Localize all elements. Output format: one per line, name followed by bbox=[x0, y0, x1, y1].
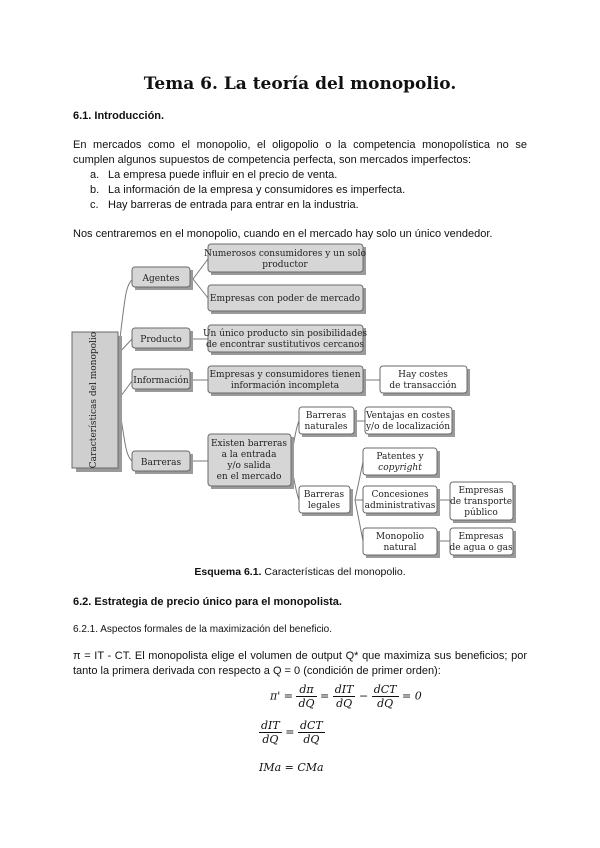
connector-agentes-2 bbox=[193, 279, 208, 298]
numerator: dIT bbox=[261, 719, 280, 732]
caption-text: Características del monopolio. bbox=[261, 566, 406, 578]
list-text: Hay barreras de entrada para entrar en la industria. bbox=[108, 199, 359, 211]
section-heading-estrategia: 6.2. Estrategia de precio único para el monopolista. bbox=[73, 596, 342, 608]
root-label: Características del monopolio bbox=[89, 331, 99, 469]
category-barreras-label: Barreras bbox=[140, 458, 182, 468]
transporte-line: de transporte bbox=[449, 497, 513, 507]
agentes-detail-1-line1: Numerosos consumidores y un solo bbox=[204, 249, 366, 259]
fraction-dpi-dq bbox=[296, 683, 316, 710]
numerator: dIT bbox=[334, 683, 354, 696]
denominator: dQ bbox=[303, 733, 320, 746]
minus-sign: − bbox=[358, 689, 369, 703]
costes-transaccion-line2: de transacción bbox=[389, 381, 457, 391]
list-marker: b. bbox=[90, 184, 100, 196]
category-informacion-label: Información bbox=[133, 376, 189, 386]
intro-paragraph: En mercados como el monopolio, el oligopolio o la competencia monopolística no se cumplen algunos supuestos de competencia perfecta, son mercados imperfectos: bbox=[73, 139, 527, 166]
informacion-detail-line2: información incompleta bbox=[230, 381, 340, 391]
equals-zero: = 0 bbox=[402, 689, 422, 703]
equation-marginal bbox=[259, 719, 325, 746]
caption-label: Esquema 6.1. bbox=[194, 566, 262, 578]
producto-detail-line1: Un único producto sin posibilidades bbox=[202, 329, 368, 339]
producto-detail-line2: de encontrar sustitutivos cercanos bbox=[205, 340, 365, 350]
focus-paragraph: Nos centraremos en el monopolio, cuando en el mercado hay solo un único vendedor. bbox=[73, 228, 493, 240]
fraction-dct-dq bbox=[372, 683, 399, 710]
barreras-legales-line2: legales bbox=[307, 501, 341, 511]
connector-patentes bbox=[355, 462, 363, 500]
equals-sign: = bbox=[320, 689, 330, 703]
diagram-caption bbox=[0, 566, 600, 578]
numerator: dπ bbox=[296, 683, 316, 697]
barreras-main-line: y/o salida bbox=[227, 461, 271, 471]
list-text: La empresa puede influir en el precio de venta. bbox=[108, 169, 338, 181]
barreras-main-line: Existen barreras bbox=[210, 439, 288, 449]
equation-ima-cma: IMa = CMa bbox=[259, 761, 324, 774]
category-agentes-label: Agentes bbox=[142, 274, 180, 284]
denominator: dQ bbox=[298, 697, 315, 710]
monopolio-natural-line1: Monopolio bbox=[375, 532, 425, 542]
agentes-detail-2-label: Empresas con poder de mercado bbox=[209, 294, 361, 304]
fraction-dct-dq bbox=[298, 719, 325, 746]
section-heading-introduccion: 6.1. Introducción. bbox=[73, 110, 165, 122]
numerator: dCT bbox=[373, 683, 397, 696]
denominator: dQ bbox=[377, 697, 394, 710]
informacion-detail-line1: Empresas y consumidores tienen bbox=[209, 370, 361, 380]
list-marker: a. bbox=[90, 169, 100, 181]
patentes-line2: copyright bbox=[378, 463, 422, 473]
concesiones-line1: Concesiones bbox=[371, 490, 429, 500]
ventajas-costes-line1: Ventajas en costes bbox=[365, 411, 451, 421]
transporte-line: Empresas bbox=[458, 486, 504, 496]
barreras-naturales-line2: naturales bbox=[304, 422, 348, 432]
document-title: Tema 6. La teoría del monopolio. bbox=[143, 74, 457, 94]
connector-monopolio bbox=[355, 500, 363, 541]
category-producto-label: Producto bbox=[140, 335, 182, 345]
list-text: La información de la empresa y consumidores es imperfecta. bbox=[108, 184, 406, 196]
denominator: dQ bbox=[262, 733, 279, 746]
equation-first-order bbox=[270, 683, 422, 710]
barreras-naturales-line1: Barreras bbox=[305, 411, 347, 421]
connector-agentes-1 bbox=[193, 259, 208, 279]
fraction-dit-dq bbox=[259, 719, 282, 746]
equals-sign: = bbox=[285, 725, 295, 739]
barreras-legales-line1: Barreras bbox=[303, 490, 345, 500]
patentes-line1: Patentes y bbox=[376, 452, 424, 462]
barreras-main-line: en el mercado bbox=[216, 472, 282, 482]
costes-transaccion-line1: Hay costes bbox=[398, 370, 448, 380]
agentes-detail-1-line2: productor bbox=[262, 260, 308, 270]
concesiones-line2: administrativas bbox=[364, 501, 436, 511]
transporte-line: público bbox=[464, 508, 498, 518]
monopolio-natural-line2: natural bbox=[383, 543, 417, 553]
agua-line: Empresas bbox=[458, 532, 504, 542]
pi-prime: π' = bbox=[270, 689, 293, 703]
profit-paragraph: π = IT - CT. El monopolista elige el volumen de output Q* que maximiza sus beneficios; por tanto la primera derivada con respecto a Q = 0 (condición de primer orden): bbox=[73, 650, 527, 677]
numerator: dCT bbox=[299, 719, 323, 732]
agua-line: de agua o gas bbox=[449, 543, 513, 553]
barreras-main-line: a la entrada bbox=[221, 450, 277, 460]
denominator: dQ bbox=[336, 697, 353, 710]
ventajas-costes-line2: y/o de localización bbox=[365, 422, 451, 432]
subsection-heading: 6.2.1. Aspectos formales de la maximización del beneficio. bbox=[73, 624, 333, 635]
list-marker: c. bbox=[90, 199, 99, 211]
fraction-dit-dq bbox=[333, 683, 356, 710]
